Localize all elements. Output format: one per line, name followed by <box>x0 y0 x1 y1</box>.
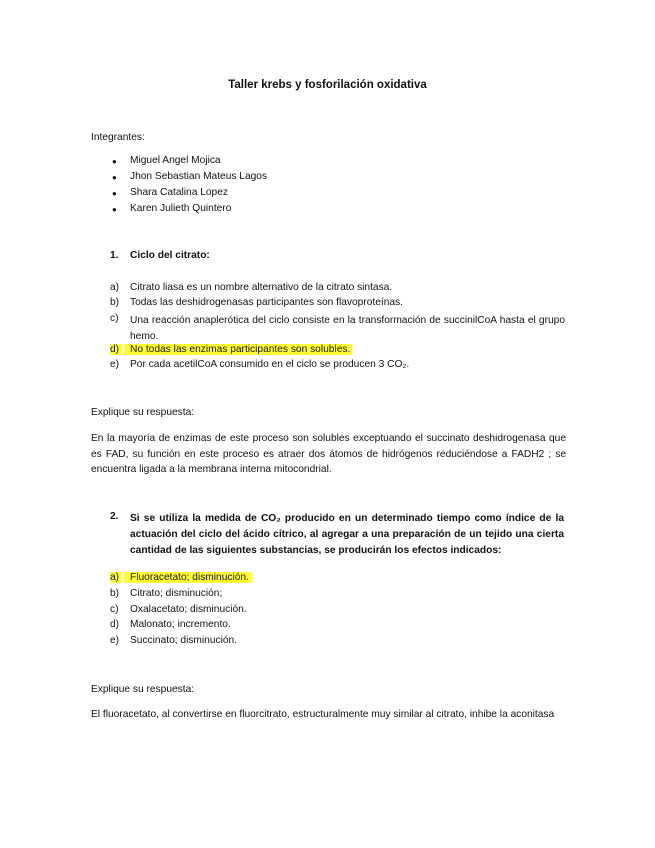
q1-heading: Ciclo del citrato: <box>130 250 210 261</box>
q2-option-text: Citrato; disminución; <box>130 588 223 599</box>
member-item: Shara Catalina Lopez <box>130 187 228 198</box>
q1-option-text: Todas las deshidrogenasas participantes son flavoproteínas. <box>130 297 403 308</box>
bullet-icon: ● <box>112 157 117 166</box>
bullet-icon: ● <box>112 189 117 198</box>
integrantes-label: Integrantes: <box>91 132 145 143</box>
q2-option-letter: c) <box>110 604 119 615</box>
q1-option-text: Por cada acetilCoA consumido en el ciclo se producen 3 CO₂. <box>130 359 410 370</box>
q1-option-letter: e) <box>110 359 120 370</box>
q2-answer: El fluoracetato, al convertirse en fluorcitrato, estructuralmente muy similar al citrato, inhibe la aconitasa <box>91 709 555 720</box>
q2-option-text: Malonato; incremento. <box>130 619 231 630</box>
q1-option-letter: b) <box>110 297 120 308</box>
q2-option-text: Oxalacetato; disminución. <box>130 604 247 615</box>
q2-heading: Si se utiliza la medida de CO₂ producido en un determinado tiempo como índice de la actuación del ciclo del ácido cítrico, al agregar a una preparación de un tejido una cierta cantidad de las siguientes substancias, se producirán los efectos indicados: <box>130 513 564 556</box>
q1-option-letter-highlighted: d) <box>110 344 120 355</box>
q2-option-letter: e) <box>110 635 120 646</box>
q1-option-letter: a) <box>110 282 120 293</box>
bullet-icon: ● <box>112 173 117 182</box>
q1-option-text-highlighted: No todas las enzimas participantes son solubles. <box>124 344 352 355</box>
q2-number: 2. <box>110 511 119 522</box>
q1-option-text: Una reacción anaplerótica del ciclo consiste en la transformación de succinilCoA hasta el grupo hemo. <box>130 315 565 342</box>
q2-option-text: Succinato; disminución. <box>130 635 238 646</box>
q2-option-letter: d) <box>110 619 120 630</box>
q1-answer: En la mayoría de enzimas de este proceso son solubles exceptuando el succinato deshidrogenasa que es FAD, su función en este proceso es atraer dos átomos de hidrógenos reduciéndose a FADH2 ; se encuentra ligada a la membrana interna mitocondrial. <box>91 433 566 475</box>
q1-explain-label: Explique su respuesta: <box>91 407 195 418</box>
q2-option-letter-highlighted: a) <box>110 572 120 583</box>
q1-option-letter: c) <box>110 313 119 324</box>
q1-number: 1. <box>110 250 119 261</box>
q2-explain-label: Explique su respuesta: <box>91 684 195 695</box>
q1-option-text: Citrato liasa es un nombre alternativo de la citrato sintasa. <box>130 282 393 293</box>
q2-option-letter: b) <box>110 588 120 599</box>
bullet-icon: ● <box>112 205 117 214</box>
q2-option-text-highlighted: Fluoracetato; disminución. <box>124 572 251 583</box>
member-item: Jhon Sebastian Mateus Lagos <box>130 171 268 182</box>
member-item: Karen Julieth Quintero <box>130 203 232 214</box>
document-title: Taller krebs y fosforilación oxidativa <box>228 79 427 91</box>
member-item: Miguel Angel Mojica <box>130 155 221 166</box>
